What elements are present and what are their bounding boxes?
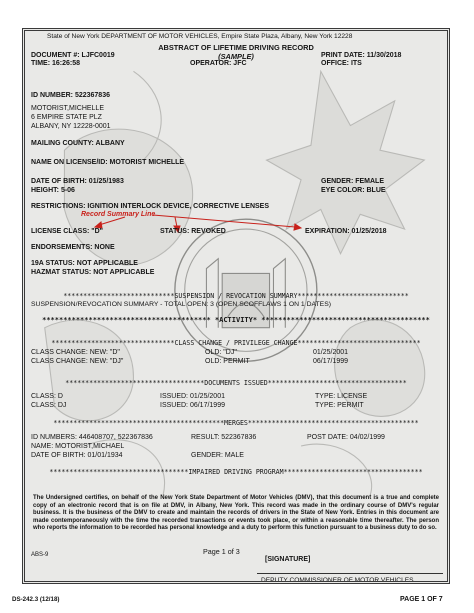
form-number: DS-242.3 (12/18): [12, 596, 60, 603]
suspension-heading: ****************************SUSPENSION / REVOCATION SUMMARY****************************: [63, 292, 409, 300]
hazmat-status: HAZMAT STATUS: NOT APPLICABLE: [31, 269, 155, 276]
document-title: ABSTRACT OF LIFETIME DRIVING RECORD: [158, 43, 314, 52]
document-type-2: TYPE: PERMIT: [315, 402, 364, 409]
merge-result: RESULT: 522367836: [191, 434, 257, 441]
class-change-left-2: CLASS CHANGE: NEW: "DJ": [31, 358, 124, 365]
certification-text: The Undersigned certifies, on behalf of the New York State Department of Motor Vehicles (DMV), that this document is a true and complete copy of an electronic record that is on file at DMV, in Albany, New York. This record was made in the ordinary course of DMV's regular business. It is the business of the DMV to create and maintain the records of drivers in the State of New York. Entries in this document are made contemporaneously with the time the recorded transactions or events took place, or within a reasonable time thereafter. The person who reports the information to be recorded has personal knowledge and a duty to perform this function pursuant to a business duty to do so.: [33, 495, 439, 531]
class-change-right-2: 06/17/1999: [313, 358, 349, 365]
expiration: EXPIRATION: 01/25/2018: [305, 228, 387, 235]
abs-code: ABS-9: [31, 552, 49, 558]
merge-name: NAME: MOTORIST,MICHAEL: [31, 443, 125, 450]
record-sheet: [22, 28, 450, 584]
impaired-heading: ***********************************IMPAIRED DRIVING PROGRAM***********************************: [49, 468, 423, 476]
merge-post-date: POST DATE: 04/02/1999: [307, 434, 385, 441]
person-city: ALBANY, NY 12228-0001: [31, 123, 111, 130]
sample-label: (SAMPLE): [218, 52, 254, 61]
merge-id-numbers: ID NUMBERS: 446408707, 522367836: [31, 434, 153, 441]
status-19a: 19A STATUS: NOT APPLICABLE: [31, 260, 138, 267]
deputy-commissioner: DEPUTY COMMISSIONER OF MOTOR VEHICLES: [261, 577, 414, 584]
signature: [SIGNATURE]: [265, 556, 311, 563]
document-type-1: TYPE: LICENSE: [315, 393, 368, 400]
license-status: STATUS: REVOKED: [160, 228, 226, 235]
suspension-line: SUSPENSION/REVOCATION SUMMARY - TOTAL OPEN: 3 (OPEN SCOFFLAWS 1 ON 1 DATES): [31, 301, 331, 308]
height: HEIGHT: 5-06: [31, 187, 75, 194]
activity-heading: **************************************** *ACTIVITY* ****************************************: [42, 316, 430, 324]
eye-color: EYE COLOR: BLUE: [321, 187, 386, 194]
name-on-license: NAME ON LICENSE/ID: MOTORIST MICHELLE: [31, 159, 185, 166]
document-issued-1: ISSUED: 01/25/2001: [160, 393, 225, 400]
document-class-2: CLASS: DJ: [31, 402, 67, 409]
id-number: ID NUMBER: 522367836: [31, 92, 110, 99]
document-class-1: CLASS: D: [31, 393, 63, 400]
office: OFFICE: ITS: [321, 60, 362, 67]
person-name: MOTORIST,MICHELLE: [31, 105, 104, 112]
time: TIME: 16:26:58: [31, 60, 81, 67]
document-issued-2: ISSUED: 06/17/1999: [160, 402, 225, 409]
print-date: PRINT DATE: 11/30/2018: [321, 52, 402, 59]
class-change-left-1: CLASS CHANGE: NEW: "D": [31, 349, 120, 356]
agency-line: State of New York DEPARTMENT OF MOTOR VEHICLES, Empire State Plaza, Albany, New York 12228: [47, 33, 353, 40]
document-number: DOCUMENT #: LJFC0019: [31, 52, 115, 59]
gender: GENDER: FEMALE: [321, 178, 384, 185]
class-change-right-1: 01/25/2001: [313, 349, 349, 356]
license-class: LICENSE CLASS: "D": [31, 228, 103, 235]
class-change-mid-2: OLD: PERMIT: [205, 358, 250, 365]
mailing-county: MAILING COUNTY: ALBANY: [31, 140, 125, 147]
signature-line: [257, 573, 443, 574]
class-change-heading: *******************************CLASS CHANGE / PRIVILEGE CHANGE*******************************: [51, 339, 421, 347]
restrictions: RESTRICTIONS: IGNITION INTERLOCK DEVICE, CORRECTIVE LENSES: [31, 203, 270, 210]
merge-gender: GENDER: MALE: [191, 452, 244, 459]
date-of-birth: DATE OF BIRTH: 01/25/1983: [31, 178, 124, 185]
endorsements: ENDORSEMENTS: NONE: [31, 244, 115, 251]
page-number: Page 1 of 3: [203, 547, 240, 556]
record-summary-annotation: Record Summary Line: [81, 211, 156, 218]
total-pages: PAGE 1 OF 7: [400, 596, 443, 603]
merges-heading: *******************************************MERGES*******************************************: [53, 419, 419, 427]
person-street: 6 EMPIRE STATE PLZ: [31, 114, 102, 121]
merge-dob: DATE OF BIRTH: 01/01/1934: [31, 452, 123, 459]
documents-heading: ***********************************DOCUMENTS ISSUED***********************************: [65, 379, 407, 387]
operator: OPERATOR: JFC: [190, 60, 247, 67]
class-change-mid-1: OLD: "DJ": [205, 349, 237, 356]
